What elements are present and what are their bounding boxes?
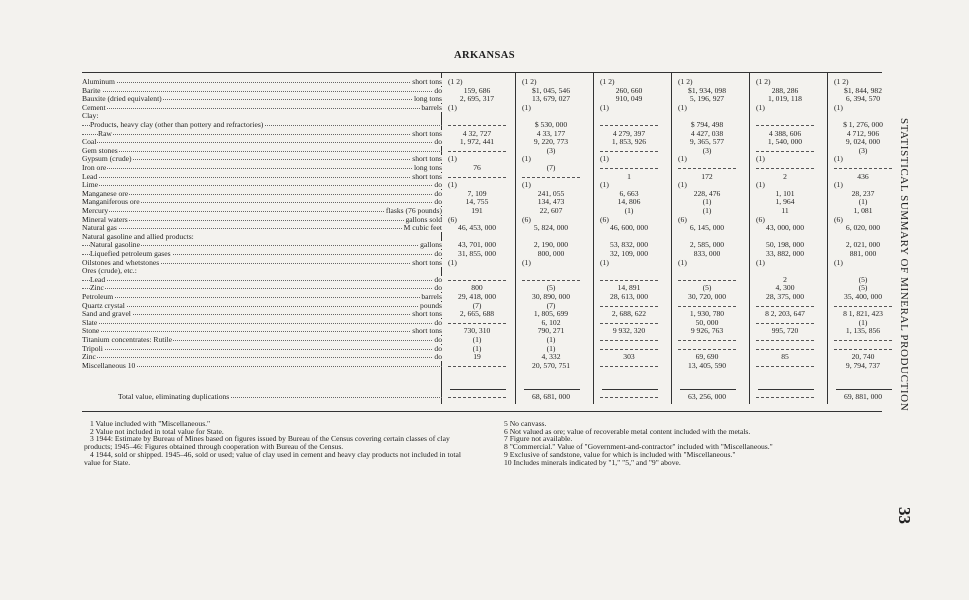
table-cell: (1)	[448, 180, 457, 190]
table-cell: 134, 473	[537, 197, 565, 207]
table-cell: (1)	[678, 154, 687, 164]
row-label: Lead do	[82, 276, 442, 284]
table-cell: 790, 271	[537, 326, 565, 336]
table-cell: 35, 400, 000	[844, 292, 882, 301]
table-cell: 33, 882, 000	[766, 249, 804, 258]
row-label: Raw short tons	[82, 130, 442, 138]
table-cell: 11	[781, 206, 789, 215]
total-rule	[450, 389, 506, 390]
table-cell: 1, 930, 780	[689, 309, 725, 319]
empty-cell-leader	[600, 280, 658, 281]
footnote-1: 1 Value included with "Miscellaneous."	[90, 419, 211, 428]
table-cell: $ 530, 000	[534, 120, 568, 129]
table-cell: 800	[471, 283, 483, 293]
table-cell: (7)	[546, 300, 556, 310]
table-cell: 43, 701, 000	[458, 240, 496, 250]
table-cell: 20, 570, 751	[532, 360, 570, 370]
table-cell: 228, 476	[693, 188, 721, 198]
row-unit: gallons sold	[405, 215, 442, 224]
row-unit: do	[434, 275, 442, 284]
row-label: Natural gasoline and allied products:	[82, 232, 194, 241]
page-header: ARKANSAS	[454, 50, 515, 61]
total-cell: 69, 881, 000	[844, 392, 882, 401]
table-cell: 2, 665, 688	[459, 309, 495, 319]
table-cell: (1)	[858, 317, 868, 327]
table-cell: $ 794, 498	[690, 120, 724, 129]
row-unit: do	[434, 181, 442, 190]
empty-cell-leader	[756, 168, 814, 169]
table-cell: (1)	[756, 180, 765, 190]
row-label: Manganese ore do	[82, 189, 442, 198]
row-unit: short tons	[412, 172, 442, 181]
table-cell: (1)	[472, 343, 482, 353]
table-cell: 5, 824, 000	[533, 223, 569, 233]
row-unit: long tons	[413, 95, 442, 104]
table-cell: 241, 055	[537, 188, 565, 198]
table-cell: $ 1, 276, 000	[843, 120, 883, 129]
table-cell: 85	[781, 352, 789, 362]
table-cell: 6, 663	[619, 188, 639, 198]
table-cell: (6)	[448, 214, 457, 224]
table-cell: 4, 332	[541, 352, 561, 362]
table-cell: 53, 832, 000	[610, 240, 648, 250]
row-unit: short tons	[412, 78, 442, 86]
row-label: Sand and gravel short tons	[82, 310, 442, 319]
table-cell: (1)	[624, 206, 634, 215]
table-cell: (3)	[858, 145, 868, 155]
row-unit: short tons	[412, 310, 442, 319]
table-cell: 1, 019, 118	[768, 94, 802, 104]
row-unit: long tons	[413, 164, 442, 172]
row-label: Manganiferous ore do	[82, 198, 442, 207]
row-unit: do	[434, 318, 442, 327]
table-cell: 436	[857, 171, 869, 181]
row-label: Miscellaneous 10	[82, 362, 442, 370]
empty-cell-leader	[834, 306, 892, 307]
table-cell: (1)	[600, 154, 609, 164]
table-cell: 13, 405, 590	[688, 360, 726, 370]
row-label: Products, heavy clay (other than pottery and refractories)	[82, 121, 442, 129]
table-cell: (5)	[546, 283, 556, 293]
total-cell: 63, 256, 000	[688, 392, 726, 401]
table-cell: 2, 688, 622	[611, 309, 647, 319]
table-cell: (1)	[546, 335, 556, 344]
empty-cell-leader	[600, 349, 658, 350]
empty-cell-leader	[756, 151, 814, 152]
table-cell: 303	[623, 352, 635, 362]
row-label: Oilstones and whetstones short tons	[82, 258, 442, 267]
row-label: Bauxite (dried equivalent) long tons	[82, 95, 442, 104]
table-cell: 30, 720, 000	[688, 292, 726, 301]
empty-cell-leader	[600, 168, 658, 169]
table-cell: 9 926, 763	[690, 326, 724, 336]
total-cell: 68, 681, 000	[532, 392, 570, 401]
table-cell: 1, 805, 699	[533, 309, 569, 319]
row-label: Petroleum barrels	[82, 293, 442, 301]
row-unit: short tons	[412, 327, 442, 336]
table-cell: 9, 220, 773	[533, 137, 569, 147]
row-unit: barrels	[421, 103, 442, 112]
column-divider	[515, 72, 516, 404]
empty-cell-leader	[600, 125, 658, 126]
empty-cell-leader	[756, 340, 814, 341]
table-cell: (1)	[834, 154, 843, 164]
empty-cell-leader	[834, 168, 892, 169]
footnotes-right	[498, 420, 882, 466]
row-label: Lead short tons	[82, 172, 442, 181]
table-cell: (7)	[546, 163, 556, 172]
footnote-3: 3 1944: Estimate by Bureau of Mines based on figures issued by Bureau of the Census covering certain classes of clay products; 1945–46: Figures obtained through cooperation with Bureau of the Census.	[84, 434, 450, 452]
footnote-rule	[82, 411, 882, 412]
table-cell: 2, 695, 317	[459, 94, 495, 104]
table-cell: (1 2)	[834, 77, 849, 86]
table-cell: 288, 286	[771, 85, 799, 95]
table-cell: (1)	[448, 257, 457, 267]
table-cell: 4 712, 906	[846, 128, 880, 138]
table-cell: 76	[473, 163, 481, 172]
table-cell: 910, 049	[615, 94, 643, 104]
table-cell: (1 2)	[522, 77, 537, 86]
total-rule	[524, 389, 580, 390]
empty-cell-leader	[600, 340, 658, 341]
column-divider	[593, 72, 594, 404]
row-unit: short tons	[412, 129, 442, 138]
footnote-9: 9 Exclusive of sandstone, value for which is included with "Miscellaneous."	[504, 449, 736, 459]
row-unit: do	[434, 336, 442, 344]
table-cell: 2, 021, 000	[845, 240, 881, 250]
row-label: Tripoli do	[82, 344, 442, 353]
row-label: Coal do	[82, 138, 442, 147]
table-cell: (1 2)	[448, 77, 463, 86]
table-cell: (1)	[756, 102, 765, 112]
table-cell: (1)	[678, 102, 687, 112]
empty-cell-leader	[448, 366, 506, 367]
table-cell: (1)	[600, 102, 609, 112]
table-cell: 32, 109, 000	[610, 249, 648, 258]
table-cell: 14, 806	[617, 197, 641, 207]
table-cell: 730, 310	[463, 326, 491, 336]
row-label: Cement barrels	[82, 103, 442, 112]
row-label: Gypsum (crude) short tons	[82, 155, 442, 164]
footnote-4: 4 1944, sold or shipped. 1945–46, sold or used; value of clay used in cement and heavy clay products not included in total value for State.	[84, 449, 461, 467]
table-cell: (1 2)	[600, 77, 615, 86]
table-cell: (1)	[702, 197, 712, 207]
table-cell: (1)	[600, 257, 609, 267]
empty-cell-leader	[600, 306, 658, 307]
empty-cell-leader	[756, 397, 814, 398]
empty-cell-leader	[448, 125, 506, 126]
table-cell: (1)	[448, 154, 457, 164]
table-cell: (6)	[600, 214, 609, 224]
row-label: Iron ore long tons	[82, 164, 442, 172]
table-cell: 5, 196, 927	[689, 94, 725, 104]
empty-cell-leader	[678, 349, 736, 350]
empty-cell-leader	[756, 306, 814, 307]
row-unit: pounds	[420, 301, 442, 310]
empty-cell-leader	[448, 323, 506, 324]
row-label: Quartz crystal pounds	[82, 301, 442, 310]
table-cell: 8 1, 821, 423	[843, 309, 883, 319]
table-cell: 4, 300	[775, 283, 795, 293]
table-cell: 4 427, 038	[690, 128, 724, 138]
empty-cell-leader	[678, 340, 736, 341]
table-cell: 30, 890, 000	[532, 292, 570, 301]
row-label: Liquefied petroleum gases do	[82, 250, 442, 258]
table-cell: 2	[783, 274, 787, 284]
empty-cell-leader	[678, 168, 736, 169]
row-label: Mercury flasks (76 pounds)	[82, 207, 442, 215]
table-cell: 46, 600, 000	[610, 223, 648, 233]
table-cell: 1, 853, 926	[611, 137, 647, 147]
page-number: 33	[895, 507, 914, 524]
table-cell: 4 33, 177	[536, 128, 566, 138]
column-divider	[671, 72, 672, 404]
empty-cell-leader	[522, 177, 580, 178]
empty-cell-leader	[448, 280, 506, 281]
table-cell: 29, 418, 000	[458, 292, 496, 301]
empty-cell-leader	[600, 366, 658, 367]
row-unit: flasks (76 pounds)	[385, 207, 442, 215]
table-cell: 9 932, 320	[612, 326, 646, 336]
side-title	[896, 118, 908, 478]
table-cell: (1)	[600, 180, 609, 190]
table-cell: (1)	[522, 154, 531, 164]
table-cell: (1)	[702, 206, 712, 215]
total-rule	[836, 389, 892, 390]
table-cell: 159, 686	[463, 85, 491, 95]
column-divider	[749, 72, 750, 404]
table-cell: 1, 081	[853, 206, 873, 215]
empty-cell-leader	[756, 323, 814, 324]
row-unit: barrels	[421, 293, 442, 301]
row-unit: M cubic feet	[403, 224, 442, 233]
empty-cell-leader	[600, 397, 658, 398]
table-cell: (1)	[756, 257, 765, 267]
table-cell: 2	[783, 171, 787, 181]
table-cell: 1, 135, 856	[845, 326, 881, 336]
table-cell: 9, 365, 577	[689, 137, 725, 147]
row-label: Mineral waters gallons sold	[82, 215, 442, 224]
table-cell: (5)	[858, 274, 868, 284]
empty-cell-leader	[756, 349, 814, 350]
table-cell: 19	[473, 352, 481, 362]
row-label: Natural gas M cubic feet	[82, 224, 442, 233]
table-cell: 31, 855, 000	[458, 249, 496, 258]
footnote-5: 5 No canvass.	[504, 419, 547, 428]
table-cell: (1)	[522, 257, 531, 267]
table-cell: 6, 394, 570	[845, 94, 881, 104]
row-label: Aluminum short tons	[82, 78, 442, 86]
empty-cell-leader	[756, 125, 814, 126]
table-cell: (1)	[522, 180, 531, 190]
table-cell: (1)	[834, 180, 843, 190]
table-cell: (3)	[702, 145, 712, 155]
table-cell: 14, 755	[465, 197, 489, 207]
table-cell: (1)	[678, 257, 687, 267]
row-label: Gem stones	[82, 147, 442, 155]
footnotes-left	[84, 420, 474, 466]
table-cell: 1, 972, 441	[459, 137, 495, 147]
table-cell: 2, 190, 000	[533, 240, 569, 250]
table-cell: 1, 964	[775, 197, 795, 207]
table-cell: 43, 000, 000	[766, 223, 804, 233]
table-cell: 260, 660	[615, 85, 643, 95]
empty-cell-leader	[678, 306, 736, 307]
table-cell: 4 279, 397	[612, 128, 646, 138]
table-cell: 1	[627, 171, 631, 181]
table-cell: $1, 934, 098	[688, 85, 726, 95]
table-cell: 4 388, 606	[768, 128, 802, 138]
empty-cell-leader	[448, 177, 506, 178]
table-cell: 6, 020, 000	[845, 223, 881, 233]
table-cell: (1)	[834, 102, 843, 112]
table-cell: 1, 540, 000	[767, 137, 803, 147]
table-cell: (1 2)	[756, 77, 771, 86]
row-label: Titanium concentrates: Rutile do	[82, 336, 442, 344]
table-cell: (6)	[834, 214, 843, 224]
row-unit: gallons	[420, 241, 442, 250]
footnote-2: 2 Value not included in total value for State.	[90, 426, 224, 436]
table-cell: 20, 740	[851, 352, 875, 362]
table-cell: 50, 198, 000	[766, 240, 804, 250]
table-cell: (1)	[756, 154, 765, 164]
empty-cell-leader	[678, 280, 736, 281]
row-unit: short tons	[412, 155, 442, 164]
empty-cell-leader	[600, 151, 658, 152]
row-label: Natural gasoline gallons	[82, 241, 442, 249]
table-cell: (7)	[472, 300, 482, 310]
row-unit: do	[434, 344, 442, 353]
row-unit: do	[434, 250, 442, 258]
empty-cell-leader	[756, 366, 814, 367]
table-cell: $1, 045, 546	[532, 85, 570, 95]
table-cell: 8 2, 203, 647	[765, 309, 805, 319]
total-rule	[758, 389, 814, 390]
table-cell: (1)	[448, 102, 457, 112]
empty-cell-leader	[448, 151, 506, 152]
total-label: Total value, eliminating duplications	[84, 393, 442, 401]
side-title-text: STATISTICAL SUMMARY OF MINERAL PRODUCTION	[898, 118, 910, 412]
footnote-10: 10 Includes minerals indicated by "1," "5," and "9" above.	[504, 457, 681, 467]
empty-cell-leader	[600, 323, 658, 324]
table-cell: 7, 109	[467, 188, 487, 198]
table-cell: (1)	[522, 102, 531, 112]
table-cell: (1)	[834, 257, 843, 267]
row-label: Lime do	[82, 181, 442, 190]
row-unit: short tons	[412, 258, 442, 267]
row-label: Zinc do	[82, 353, 442, 362]
table-cell: 191	[471, 206, 483, 215]
column-divider	[827, 72, 828, 404]
row-unit: do	[434, 189, 442, 198]
row-label: Zinc do	[82, 284, 442, 292]
table-top-rule	[82, 72, 882, 73]
row-label: Clay:	[82, 112, 99, 121]
footnote-8: 8 "Commercial." Value of "Government-and-contractor" included with "Miscellaneous."	[504, 442, 773, 452]
empty-cell-leader	[834, 340, 892, 341]
table-cell: 881, 000	[849, 249, 877, 258]
table-cell: $1, 844, 982	[844, 85, 882, 95]
table-cell: 9, 024, 000	[845, 137, 881, 147]
table-cell: (1)	[472, 335, 482, 344]
table-cell: (3)	[546, 145, 556, 155]
table-cell: 172	[701, 171, 713, 181]
table-cell: 22, 607	[539, 206, 563, 215]
table-cell: 28, 237	[851, 188, 875, 198]
table-cell: 833, 000	[693, 249, 721, 258]
table-cell: 1, 101	[775, 188, 795, 198]
table-cell: 4 32, 727	[462, 128, 492, 138]
table-cell: (1)	[858, 197, 868, 207]
table-cell: 9, 794, 737	[845, 360, 881, 370]
table-cell: 14, 891	[617, 283, 641, 293]
table-cell: (6)	[756, 214, 765, 224]
table-cell: (5)	[702, 283, 712, 293]
total-rule	[680, 389, 736, 390]
row-unit: do	[434, 138, 442, 147]
empty-cell-leader	[522, 280, 580, 281]
table-cell: 28, 375, 000	[766, 292, 804, 301]
table-cell: 995, 720	[771, 326, 799, 336]
table-cell: (1 2)	[678, 77, 693, 86]
table-cell: 6, 102	[541, 317, 561, 327]
table-cell: (6)	[522, 214, 531, 224]
total-rule	[602, 389, 658, 390]
footnote-6: 6 Not valued as ore; value of recoverable metal content included with the metals.	[504, 426, 751, 436]
footnote-7: 7 Figure not available.	[504, 434, 573, 444]
row-label: Barite do	[82, 86, 442, 95]
empty-cell-leader	[834, 349, 892, 350]
table-cell: 28, 613, 000	[610, 292, 648, 301]
table-cell: (1)	[546, 343, 556, 353]
row-unit: do	[434, 198, 442, 207]
table-cell: 46, 453, 000	[458, 223, 496, 233]
table-cell: 50, 000	[695, 317, 719, 327]
row-label: Ores (crude), etc.:	[82, 267, 137, 276]
table-cell: (1)	[678, 180, 687, 190]
empty-cell-leader	[448, 397, 506, 398]
row-unit: do	[434, 284, 442, 293]
table-cell: 6, 145, 000	[689, 223, 725, 233]
table-cell: 69, 690	[695, 352, 719, 362]
row-label: Stone short tons	[82, 327, 442, 336]
row-unit: do	[434, 86, 442, 95]
table-cell: 800, 000	[537, 249, 565, 258]
table-cell: 2, 585, 000	[689, 240, 725, 250]
row-label: Slate do	[82, 318, 442, 327]
table-cell: (6)	[678, 214, 687, 224]
table-cell: (5)	[858, 283, 868, 293]
table-cell: 13, 679, 027	[532, 94, 570, 104]
row-unit: do	[434, 353, 442, 362]
